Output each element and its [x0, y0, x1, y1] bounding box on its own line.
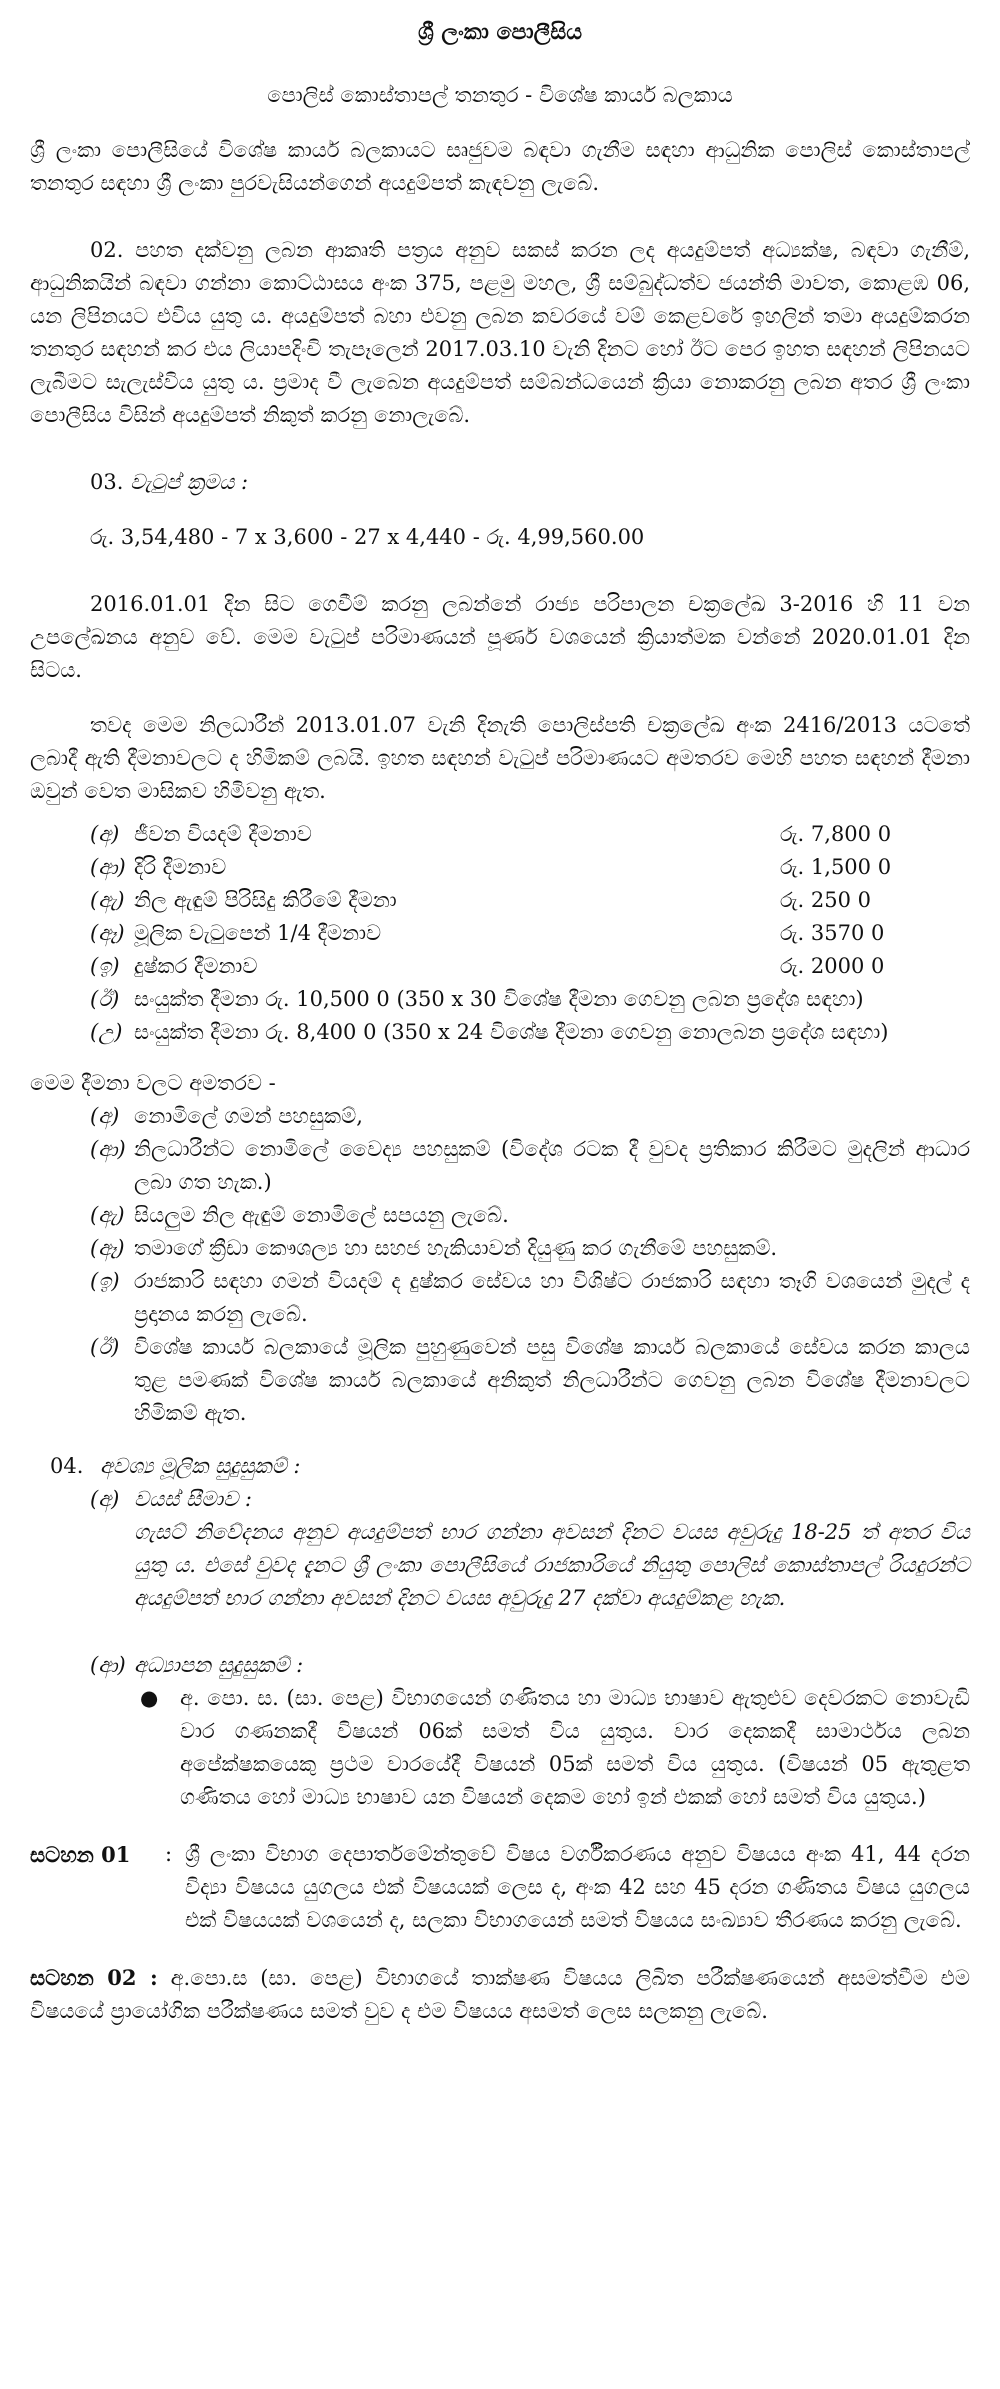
education-item — [140, 1682, 970, 1814]
allowance-label: සංයුක්ත දීමනා රු. 10,500 0 (350 x 30 විශේෂ දීමනා ගෙවනු ලබන ප්‍රදේශ සඳහා) — [134, 987, 864, 1011]
education-heading — [90, 1649, 970, 1682]
age-limit-marker: (අ) — [90, 1487, 120, 1511]
benefit-item — [90, 1331, 970, 1430]
section-4-heading — [50, 1450, 970, 1483]
section-4-number: 04. — [50, 1454, 84, 1478]
allowance-item — [90, 851, 970, 884]
benefit-marker: (ඊ) — [90, 1335, 120, 1359]
note-2 — [30, 1961, 970, 2028]
allowance-amount: රු. 2000 0 — [780, 954, 885, 978]
allowance-marker: (ඉ) — [90, 954, 120, 978]
note-1-colon: : — [165, 1842, 173, 1866]
salary-scale: රු. 3,54,480 - 7 x 3,600 - 27 x 4,440 - රු. 4,99,560.00 — [90, 525, 645, 549]
allowance-label: දිරි දීමනාව — [134, 855, 227, 879]
allowance-marker: (ඊ) — [90, 987, 120, 1011]
allowance-item — [90, 884, 970, 917]
benefit-text: රාජකාරි සඳහා ගමන් වියදම් ද දුෂ්කර සේවය හා විශිෂ්ට රාජකාරි සඳහා තෑගි වශයෙන් මුදල් ද ප්‍රදානය කරනු ලැබේ. — [134, 1269, 970, 1326]
allowance-label: නිල ඇඳුම් පිරිසිදු කිරීමේ දීමනා — [134, 888, 397, 912]
section-3-number: 03. — [90, 470, 124, 494]
benefit-marker: (අ) — [90, 1104, 120, 1128]
note-1 — [30, 1838, 970, 1937]
section-4-title: අවශ්‍ය මූලික සුදුසුකම් : — [100, 1454, 301, 1478]
education-text: අ. පො. ස. (සා. පෙළ) විභාගයෙන් ගණිතය හා මාධ්‍ය භාෂාව ඇතුළුව දෙවරකට නොවැඩි වාර ගණනකදී විෂයන් 06ක් සමත් විය යුතුය. වාර දෙකකදී සාමාර්ථය ලබන අපේක්ෂකයෙකු ප්‍රථම වාරයේදී විෂයන් 05ක් සමත් විය යුතුය. (විෂයන් 05 ඇතුළත ගණිතය හෝ මාධ්‍ය භාෂාව යන විෂයන් දෙකම හෝ ඉන් එකක් හෝ සමත් විය යුතුය.) — [180, 1686, 970, 1809]
allowance-amount: රු. 3570 0 — [780, 921, 885, 945]
allowance-list — [90, 818, 970, 1049]
allowance-item — [90, 983, 970, 1016]
allowance-label: දුෂ්කර දීමනාව — [134, 954, 258, 978]
benefit-text: විශේෂ කාර්ය බලකායේ මූලික පුහුණුවෙන් පසු විශේෂ කාර්ය බලකායේ සේවය කරන කාලය තුළ පමණක් විශේෂ කාර්ය බලකායේ අනිකුත් නිලධාරීන්ට ගෙවනු ලබන විශේෂ දීමනාවලට හිමිකම් ඇත. — [134, 1335, 970, 1425]
section-2-paragraph: 02. පහත දක්වනු ලබන ආකෘති පත්‍රය අනුව සකස් කරන ලද අයදුම්පත් අධ්‍යක්ෂ, බඳවා ගැනීම්, ආධුනිකයින් බඳවා ගන්නා කොට්ඨාසය අංක 375, පළමු මහල, ශ්‍රී සම්බුද්ධත්ව ජයන්ති මාවත, කොළඹ 06, යන ලිපිනයට එවිය යුතු ය. අයදුම්පත් බහා එවනු ලබන කවරයේ වම් කෙළවරේ ඉහලින් තමා අයදුම්කරන තනතුර සඳහන් කර එය ලියාපදිංචි තැපෑලෙන් 2017.03.10 වැනි දිනට හෝ ඊට පෙර ඉහත සඳහන් ලිපිනයට ලැබීමට සැලැස්විය යුතු ය. ප්‍රමාද වී ලැබෙන අයදුම්පත් සම්බන්ධයෙන් ක්‍රියා නොකරනු ලබන අතර ශ්‍රී ලංකා පොලීසිය විසින් අයදුම්පත් නිකුත් කරනු නොලැබේ. — [30, 238, 970, 427]
age-limit-title: වයස් සීමාව : — [134, 1487, 252, 1511]
allowance-amount: රු. 1,500 0 — [780, 855, 892, 879]
allowance-amount: රු. 250 0 — [780, 888, 872, 912]
note-2-text: අ.පො.ස (සා. පෙළ) විභාගයේ තාක්ෂණ විෂයය ලිඛිත පරීක්ෂණයෙන් අසමත්වීම එම විෂයයේ ප්‍රායෝගික පරීක්ෂණය සමත් වුව ද එම විෂයය අසමත් ලෙස සලකනු ලැබේ. — [30, 1966, 970, 2023]
benefits-list — [90, 1100, 970, 1430]
section-3-heading — [90, 466, 970, 499]
benefit-item — [90, 1199, 970, 1232]
allowance-item — [90, 1016, 970, 1049]
allowance-amount: රු. 7,800 0 — [780, 822, 892, 846]
allowance-marker: (අ) — [90, 822, 120, 846]
note-1-text: ශ්‍රී ලංකා විභාග දෙපාර්තමේන්තුවේ විෂය වර්ගීකරණය අනුව විෂයය අංක 41, 44 දරන විද්‍යා විෂයය යුගලය එක් විෂයයක් ලෙස ද, අංක 42 සහ 45 දරන ගණිතය විෂය යුගලය එක් විෂයයක් වශයෙන් ද, සලකා විභාගයෙන් සමත් විෂයය සංඛ්‍යාව තීරණය කරනු ලැබේ. — [185, 1842, 970, 1932]
benefit-item — [90, 1232, 970, 1265]
education-title: අධ්‍යාපන සුදුසුකම් : — [134, 1653, 304, 1677]
benefit-marker: (ආ) — [90, 1137, 126, 1161]
allowance-item — [90, 818, 970, 851]
allowance-label: ජීවන වියදම් දීමනාව — [134, 822, 312, 846]
allowance-marker: (ආ) — [90, 855, 126, 879]
benefit-text: නොමිලේ ගමන් පහසුකම්, — [134, 1104, 363, 1128]
benefits-intro: මෙම දීමනා වලට අමතරව - — [30, 1071, 276, 1095]
note-2-label: සටහන 02 : — [30, 1965, 158, 1990]
education-marker: (ආ) — [90, 1653, 126, 1677]
bullet-icon: ● — [140, 1686, 159, 1710]
intro-paragraph: ශ්‍රී ලංකා පොලීසියේ විශේෂ කාර්ය බලකායට සෘජුවම බඳවා ගැනීම සඳහා ආධුනික පොලිස් කොස්තාපල් තනතුර සඳහා ශ්‍රී ලංකා පුරවැසියන්ගෙන් අයදුම්පත් කැඳවනු ලැබේ. — [30, 138, 970, 195]
allowance-item — [90, 917, 970, 950]
age-limit-heading — [90, 1483, 970, 1516]
age-limit-text: ගැසට් නිවේදනය අනුව අයදුම්පත් භාර ගන්නා අවසන් දිනට වයස අවුරුදු 18-25 ත් අතර විය යුතු ය. එසේ වුවද දැනට ශ්‍රී ලංකා පොලීසියේ රාජකාරියේ නියුතු පොලිස් කොස්තාපල් රියදුරන්ට අයදුම්පත් භාර ගන්නා අවසන් දිනට වයස අවුරුදු 27 දක්වා අයදුම්කළ හැක. — [134, 1520, 970, 1610]
note-1-label: සටහන 01 — [30, 1842, 131, 1867]
page-title: ශ්‍රී ලංකා පොලීසිය — [417, 19, 583, 45]
benefit-item — [90, 1100, 970, 1133]
benefit-item — [90, 1133, 970, 1199]
benefit-item — [90, 1265, 970, 1331]
allowance-marker: (ඇ) — [90, 888, 125, 912]
benefit-marker: (ඈ) — [90, 1236, 125, 1260]
benefit-text: සියලුම නිල ඇඳුම් නොමිලේ සපයනු ලැබේ. — [134, 1203, 509, 1227]
allowance-label: සංයුක්ත දීමනා රු. 8,400 0 (350 x 24 විශේෂ දීමනා ගෙවනු නොලබන ප්‍රදේශ සඳහා) — [134, 1020, 889, 1044]
section-3-title: වැටුප් ක්‍රමය : — [130, 470, 249, 494]
benefit-text: තමාගේ ක්‍රීඩා කෞශල්‍ය හා සහජ හැකියාවන් දියුණු කර ගැනීමේ පහසුකම්. — [134, 1236, 778, 1260]
allowance-marker: (උ) — [90, 1020, 123, 1044]
allowance-item — [90, 950, 970, 983]
allowance-marker: (ඈ) — [90, 921, 125, 945]
allowance-label: මූලික වැටුපෙන් 1/4 දීමනාව — [134, 921, 382, 945]
section-3-paragraph-2: තවද මෙම නිලධාරීන් 2013.01.07 වැනි දිනැති පොලිස්පති චක්‍රලේඛ අංක 2416/2013 යටතේ ලබාදී ඇති දීමනාවලට ද හිමිකම් ලබයි. ඉහත සඳහන් වැටුප් පරිමාණයට අමතරව මෙහි පහත සඳහන් දීමනා ඔවුන් වෙත මාසිකව හිමිවනු ඇත. — [30, 713, 970, 803]
page-subtitle: පොලිස් කොස්තාපල් තනතුර - විශේෂ කාර්ය බලකාය — [267, 83, 733, 107]
benefit-marker: (ඇ) — [90, 1203, 125, 1227]
benefit-marker: (ඉ) — [90, 1269, 120, 1293]
benefit-text: නිලධාරීන්ට නොමිලේ වෛද්‍ය පහසුකම් (විදේශ රටක දී වුවද ප්‍රතිකාර කිරීමට මුදලින් ආධාර ලබා ගත හැක.) — [134, 1137, 970, 1194]
section-3-paragraph-1: 2016.01.01 දින සිට ගෙවීම් කරනු ලබන්නේ රාජ්‍ය පරිපාලන චක්‍රලේඛ 3-2016 හි 11 වන උපලේඛනය අනුව වේ. මෙම වැටුප් පරිමාණයන් පූර්ණ වශයෙන් ක්‍රියාත්මක වන්නේ 2020.01.01 දින සිටය. — [30, 592, 970, 682]
